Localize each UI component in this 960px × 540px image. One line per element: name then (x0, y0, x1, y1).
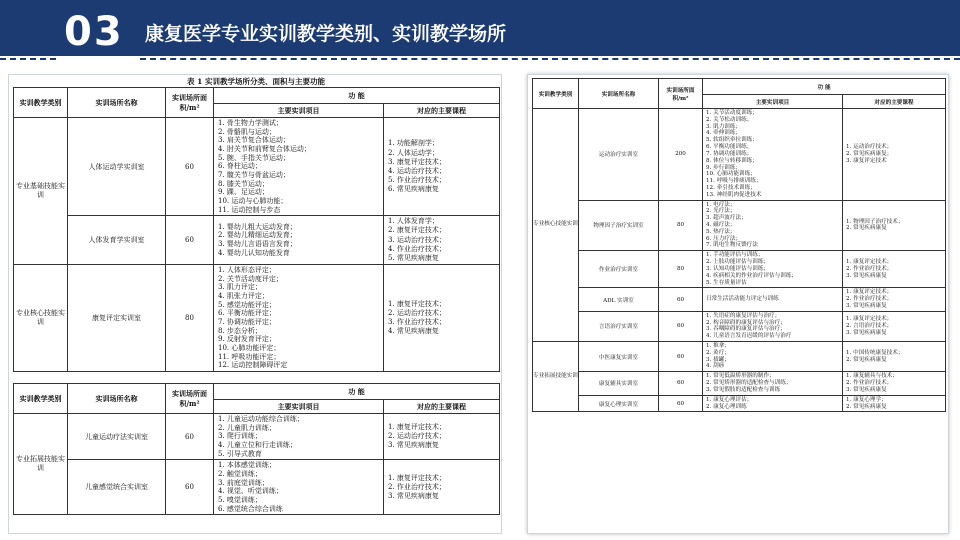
cell-line: 4. 疾病相关的作业治疗评估与训练； (706, 272, 798, 279)
header-courses: 对应的主要课程 (384, 104, 500, 118)
courses-cell (843, 311, 946, 341)
courses-cell (384, 414, 500, 460)
table-row (533, 288, 946, 311)
cell-line: 3. 认知功能评估与训练； (706, 265, 770, 272)
venue-cell: 康复心理实训室 (579, 395, 659, 412)
cell-line: 2. 儿童肌力训练； (218, 423, 276, 432)
items-cell (214, 264, 384, 371)
cell-line: 13. 神经肌肉促进技术 (706, 191, 762, 198)
cell-line: 1. 康复评定技术； (846, 316, 893, 323)
cell-line: 9. 踝、足运动； (218, 188, 269, 197)
cell-line: 3. 常见疾病康复 (846, 302, 887, 309)
cell-line: 1. 常见低温矫形器的制作； (706, 373, 775, 380)
cell-line: 2. 构音障碍的康复评估与治疗； (706, 319, 786, 326)
cell-line: 4. 肘关节和前臂复合体运动； (218, 145, 311, 154)
cell-line: 2. 常见疾病康复 (846, 225, 887, 232)
section-number: 03 (64, 9, 124, 55)
venue-cell: 康复辅具实训室 (579, 372, 659, 395)
venue-table-3 (532, 78, 946, 412)
table-row (533, 200, 946, 251)
cell-line: 3. 运动治疗技术； (388, 235, 446, 244)
cell-line: 12. 运动控制障碍评定 (218, 361, 288, 370)
cell-line: 5. 作业治疗技术； (388, 175, 446, 184)
cell-line: 2. 关节松动训练； (706, 116, 753, 123)
header-area: 实训场所面积/m² (659, 79, 703, 109)
area-cell: 60 (166, 460, 214, 515)
venue-cell: 中医康复实训室 (579, 342, 659, 372)
cell-line: 2. 光疗法； (706, 208, 736, 215)
cell-line: 5. 生存质量评估 (706, 279, 747, 286)
cell-line: 2. 骨骼肌与运动； (218, 127, 276, 136)
header-function: 功 能 (214, 88, 500, 104)
cell-line: 1. 功能解剖学； (388, 139, 439, 148)
cell-line: 4. 婴幼儿认知功能发育 (218, 248, 290, 257)
cell-line: 3. 康复评定技术； (388, 157, 446, 166)
cell-line: 5. 常见疾病康复 (388, 253, 439, 262)
cell-line: 3. 肌力训练； (706, 123, 742, 130)
venue-cell: 物理因子治疗实训室 (579, 200, 659, 251)
venue-cell: 言语治疗实训室 (579, 311, 659, 341)
cell-line: 6. 常见疾病康复 (388, 184, 439, 193)
cell-line: 1. 儿童运动功能综合训练； (218, 415, 304, 423)
cell-line: 3. 爬行训练； (218, 432, 262, 441)
courses-cell (384, 264, 500, 371)
cell-line: 2. 触觉训练； (218, 470, 262, 479)
area-cell: 60 (659, 395, 703, 412)
header-items: 主要实训项目 (214, 400, 384, 414)
header-items: 主要实训项目 (214, 104, 384, 118)
cell-line: 3. 肌力评定； (218, 283, 262, 292)
cell-line: 11. 运动控制与步态 (218, 205, 281, 214)
table-row (533, 372, 946, 395)
cell-line: 11. 呼吸功能评定； (218, 352, 281, 361)
items-cell (703, 395, 843, 412)
cell-line: 4. 牵伸训练； (706, 130, 742, 137)
header-divider-left (0, 58, 56, 60)
cell-line: 7. 协调功能评定； (218, 317, 276, 326)
cell-line: 2. 常见疾病康复 (846, 356, 887, 363)
cell-line: 3. 常见疾病康复 (846, 386, 887, 393)
header-function: 功 能 (703, 79, 946, 95)
cell-line: 1. 康复评定技术； (846, 259, 893, 266)
category-cell: 专业核心技能实训 (14, 264, 68, 371)
document-image-right (527, 74, 949, 534)
cell-line: 1. 康复评定技术； (388, 473, 446, 482)
cell-line: 10. 心肺功能评定； (218, 343, 281, 352)
cell-line: 3. 婴幼儿言语语言发育； (218, 240, 297, 249)
cell-line: 2. 作业治疗技术； (846, 296, 893, 303)
cell-line: 1. 人体发育学； (388, 217, 439, 226)
cell-line: 6. 脊柱运动； (218, 162, 262, 171)
cell-line: 9. 反射发育评定； (218, 335, 276, 344)
venue-cell: ADL 实训室 (579, 288, 659, 311)
cell-line: 2. 常见矫形器的适配检查与训练； (706, 380, 792, 387)
cell-line: 4. 儿童语言发育迟缓的评估与治疗 (706, 333, 792, 340)
cell-line: 9. 步行训练； (706, 164, 742, 171)
cell-line: 2. 常见疾病康复 (846, 403, 887, 410)
cell-line: 1. 本体感觉训练； (218, 461, 276, 470)
cell-line: 3. 常见假肢的适配检查与训练 (706, 386, 781, 393)
cell-line: 5. 引导式教育 (218, 449, 262, 458)
table-row (14, 460, 500, 515)
header-courses: 对应的主要课程 (384, 400, 500, 414)
cell-line: 4. 儿童立位和行走训练； (218, 441, 297, 450)
cell-line: 4. 作业治疗技术； (388, 244, 446, 253)
area-cell: 200 (659, 109, 703, 201)
cell-line: 4. 刮痧 (706, 363, 725, 370)
venue-cell: 作业治疗实训室 (579, 251, 659, 288)
cell-line: 4. 视觉、听觉训练； (218, 487, 283, 496)
area-cell: 80 (659, 200, 703, 251)
cell-line: 3. 超声波疗法； (706, 215, 747, 222)
header-category: 实训教学类别 (14, 384, 68, 414)
items-cell (214, 414, 384, 460)
cell-line: 8. 体位与转移训练； (706, 157, 758, 164)
cell-line: 3. 拔罐； (706, 356, 730, 363)
table-row (533, 395, 946, 412)
courses-cell (843, 200, 946, 251)
cell-line: 2. 作业治疗技术； (846, 265, 893, 272)
header-category: 实训教学类别 (533, 79, 579, 109)
courses-cell (843, 109, 946, 201)
cell-line: 3. 常见疾病康复 (388, 441, 439, 450)
cell-line: 2. 作业治疗技术； (846, 380, 893, 387)
items-cell (214, 460, 384, 515)
cell-line: 6. 平衡功能训练； (706, 144, 753, 151)
cell-line: 5. 腕、手指关节运动； (218, 153, 290, 162)
document-image-left (8, 74, 502, 534)
table-row (14, 118, 500, 216)
table-row (533, 311, 946, 341)
table-caption: 表 1 实训教学场所分类、面积与主要功能 (187, 77, 325, 86)
cell-line: 1. 推拿； (706, 343, 730, 349)
cell-line: 2. 灸疗； (706, 349, 730, 356)
items-cell (703, 311, 843, 341)
cell-line: 5. 软组织牵拉训练； (706, 137, 758, 144)
cell-line: 6. 压力疗法； (706, 235, 742, 242)
cell-line: 8. 膝关节运动； (218, 179, 269, 188)
header-courses: 对应的主要课程 (843, 95, 946, 109)
header-venue: 实训场所名称 (579, 79, 659, 109)
area-cell: 80 (166, 264, 214, 371)
area-cell: 60 (659, 311, 703, 341)
header-divider-right (140, 58, 960, 60)
cell-line: 7. 协调功能训练； (706, 150, 753, 157)
table-row (14, 414, 500, 460)
items-cell (703, 251, 843, 288)
venue-table-1 (13, 87, 500, 372)
items-cell (703, 200, 843, 251)
category-cell: 专业基础技能实训 (14, 118, 68, 265)
items-cell (703, 288, 843, 311)
category-cell: 专业拓展技能实训 (533, 342, 579, 412)
venue-cell: 人体运动学实训室 (68, 118, 166, 216)
cell-line: 6. 感觉统合综合训练 (218, 504, 283, 513)
cell-line: 1. 电疗法； (706, 201, 736, 208)
cell-line: 2. 康复评定技术； (388, 226, 446, 235)
cell-line: 10. 运动与心肺功能； (218, 197, 288, 206)
cell-line: 日常生活活动能力评定与训练 (706, 296, 779, 303)
header-venue: 实训场所名称 (68, 88, 166, 118)
courses-cell (843, 395, 946, 412)
cell-line: 1. 失语症的康复评估与治疗； (706, 312, 781, 319)
venue-cell: 儿童感觉统合实训室 (68, 460, 166, 515)
cell-line: 2. 康复心理训练 (706, 403, 747, 410)
cell-line: 3. 前庭觉训练； (218, 478, 269, 487)
cell-line: 1. 康复辅具与技术； (846, 373, 898, 380)
cell-line: 5. 感觉功能评定； (218, 300, 276, 309)
venue-table-2 (13, 383, 500, 515)
cell-line: 4. 磁疗法； (706, 222, 736, 228)
cell-line: 3. 肩关节复合体运动； (218, 136, 290, 145)
header-venue: 实训场所名称 (68, 384, 166, 414)
cell-line: 1. 物理因子治疗技术； (846, 218, 904, 225)
cell-line: 11. 呼吸与排痰训练； (706, 178, 762, 185)
category-cell: 专业核心技能实训 (533, 109, 579, 342)
items-cell (703, 342, 843, 372)
header-function: 功 能 (214, 384, 500, 400)
cell-line: 1. 手功能评估与训练； (706, 252, 764, 259)
cell-line: 7. 髋关节与骨盆运动； (218, 171, 290, 180)
cell-line: 1. 运动治疗技术； (846, 144, 893, 151)
cell-line: 1. 婴幼儿粗大运动发育； (218, 222, 297, 231)
table-row (14, 216, 500, 264)
area-cell: 60 (659, 342, 703, 372)
cell-line: 12. 牵引技术训练； (706, 184, 756, 191)
cell-line: 2. 言语治疗技术； (846, 322, 893, 329)
courses-cell (384, 118, 500, 216)
items-cell (214, 118, 384, 216)
header-items: 主要实训项目 (703, 95, 843, 109)
cell-line: 3. 常见疾病康复 (846, 329, 887, 336)
cell-line: 3. 常见疾病康复 (388, 491, 439, 500)
area-cell: 80 (659, 251, 703, 288)
cell-line: 4. 运动治疗技术； (388, 166, 446, 175)
cell-line: 1. 康复心理学； (846, 396, 887, 403)
items-cell (703, 109, 843, 201)
cell-line: 2. 运动治疗技术； (388, 432, 446, 441)
cell-line: 1. 康复评定技术； (388, 299, 446, 308)
venue-cell: 人体发育学实训室 (68, 216, 166, 264)
cell-line: 2. 婴幼儿精细运动发育； (218, 231, 297, 240)
area-cell: 60 (659, 288, 703, 311)
cell-line: 3. 作业治疗技术； (388, 317, 446, 326)
cell-line: 7. 肌电生物反馈疗法 (706, 242, 758, 249)
cell-line: 4. 常见疾病康复 (388, 326, 439, 335)
cell-line: 3. 康复评定技术 (846, 157, 887, 164)
cell-line: 4. 肌张力评定； (218, 291, 269, 300)
cell-line: 2. 人体运动学； (388, 148, 439, 157)
venue-cell: 儿童运动疗法实训室 (68, 414, 166, 460)
cell-line: 1. 康复评定技术； (846, 289, 893, 296)
cell-line: 3. 常见疾病康复 (846, 272, 887, 279)
courses-cell (843, 288, 946, 311)
cell-line: 6. 平衡功能评定； (218, 309, 276, 318)
cell-line: 8. 步态分析； (218, 326, 262, 335)
cell-line: 1. 关节活动度训练； (706, 110, 758, 116)
table-row (533, 109, 946, 201)
items-cell (703, 372, 843, 395)
table-row (533, 251, 946, 288)
area-cell: 60 (166, 216, 214, 264)
cell-line: 1. 骨生物力学测试； (218, 119, 283, 127)
category-cell: 专业拓展技能实训 (14, 414, 68, 515)
header-area: 实训场所面积/m² (166, 384, 214, 414)
cell-line: 2. 关节活动度评定； (218, 274, 283, 283)
cell-line: 1. 康复心理评估； (706, 396, 753, 403)
area-cell: 60 (659, 372, 703, 395)
cell-line: 2. 作业治疗技术； (388, 482, 446, 491)
table-row (14, 264, 500, 371)
header-area: 实训场所面积/m² (166, 88, 214, 118)
section-title: 康复医学专业实训教学类别、实训教学场所 (145, 23, 507, 45)
table-row (533, 342, 946, 372)
area-cell: 60 (166, 414, 214, 460)
courses-cell (384, 216, 500, 264)
courses-cell (843, 251, 946, 288)
cell-line: 2. 上肢功能评估与训练； (706, 259, 770, 266)
cell-line: 1. 人体形态评定； (218, 265, 276, 274)
venue-cell: 运动治疗实训室 (579, 109, 659, 201)
courses-cell (384, 460, 500, 515)
area-cell: 60 (166, 118, 214, 216)
cell-line: 10. 心肺功能训练； (706, 171, 756, 178)
cell-line: 1. 康复评定技术； (388, 423, 446, 432)
items-cell (214, 216, 384, 264)
cell-line: 2. 常见疾病康复； (846, 150, 893, 157)
cell-line: 1. 中国传统康复技术； (846, 349, 904, 356)
cell-line: 3. 吞咽障碍的康复评估与治疗； (706, 326, 786, 333)
courses-cell (843, 342, 946, 372)
venue-cell: 康复评定实训室 (68, 264, 166, 371)
courses-cell (843, 372, 946, 395)
cell-line: 2. 运动治疗技术； (388, 308, 446, 317)
cell-line: 5. 嗅觉训练； (218, 496, 262, 505)
cell-line: 5. 热疗法； (706, 228, 736, 235)
header-category: 实训教学类别 (14, 88, 68, 118)
